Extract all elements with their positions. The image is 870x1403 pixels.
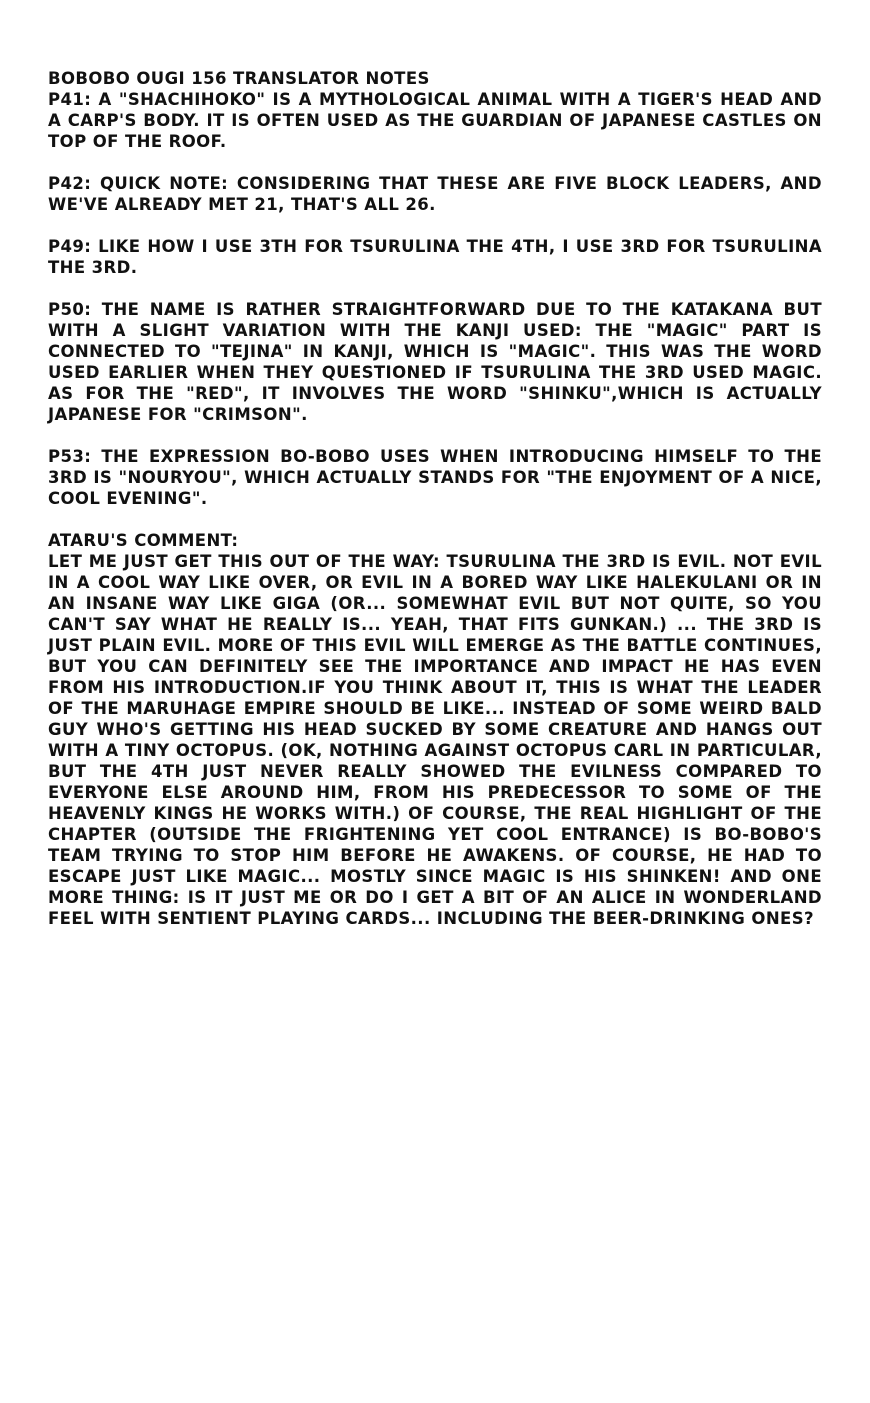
note-p50: P50: THE NAME IS RATHER STRAIGHTFORWARD DUE TO THE KATAKANA BUT WITH A SLIGHT VARIATION WITH THE KANJI USED: THE "MAGIC" PART IS CONNECTED TO "TEJINA" IN KANJI, WHICH IS "MAGIC". THIS WAS THE WORD USED EARLIER WHEN THEY QUESTIONED IF TSURULINA THE 3RD USED MAGIC. AS FOR THE "RED", IT INVOLVES THE WORD "SHINKU",WHICH IS ACTUALLY JAPANESE FOR "CRIMSON". (48, 300, 822, 424)
note-p42: P42: QUICK NOTE: CONSIDERING THAT THESE ARE FIVE BLOCK LEADERS, AND WE'VE ALREADY MET 21, THAT'S ALL 26. (48, 174, 822, 214)
translator-notes-page (48, 68, 822, 929)
note-p49: P49: LIKE HOW I USE 3TH FOR TSURULINA THE 4TH, I USE 3RD FOR TSURULINA THE 3RD. (48, 237, 822, 277)
comment-heading: ATARU'S COMMENT: (48, 531, 239, 550)
comment-body: LET ME JUST GET THIS OUT OF THE WAY: TSURULINA THE 3RD IS EVIL. NOT EVIL IN A COOL WAY LIKE OVER, OR EVIL IN A BORED WAY LIKE HALEKULANI OR IN AN INSANE WAY LIKE GIGA (OR... SOMEWHAT EVIL BUT NOT QUITE, SO YOU CAN'T SAY WHAT HE REALLY IS... YEAH, THAT FITS GUNKAN.) ... THE 3RD IS JUST PLAIN EVIL. MORE OF THIS EVIL WILL EMERGE AS THE BATTLE CONTINUES, BUT YOU CAN DEFINITELY SEE THE IMPORTANCE AND IMPACT HE HAS EVEN FROM HIS INTRODUCTION.IF YOU THINK ABOUT IT, THIS IS WHAT THE LEADER OF THE MARUHAGE EMPIRE SHOULD BE LIKE... INSTEAD OF SOME WEIRD BALD GUY WHO'S GETTING HIS HEAD SUCKED BY SOME CREATURE AND HANGS OUT WITH A TINY OCTOPUS. (OK, NOTHING AGAINST OCTOPUS CARL IN PARTICULAR, BUT THE 4TH JUST NEVER REALLY SHOWED THE EVILNESS COMPARED TO EVERYONE ELSE AROUND HIM, FROM HIS PREDECESSOR TO SOME OF THE HEAVENLY KINGS HE WORKS WITH.) OF COURSE, THE REAL HIGHLIGHT OF THE CHAPTER (OUTSIDE THE FRIGHTENING YET COOL ENTRANCE) IS BO-BOBO'S TEAM TRYING TO STOP HIM BEFORE HE AWAKENS. OF COURSE, HE HAD TO ESCAPE JUST LIKE MAGIC... MOSTLY SINCE MAGIC IS HIS SHINKEN! AND ONE MORE THING: IS IT JUST ME OR DO I GET A BIT OF AN ALICE IN WONDERLAND FEEL WITH SENTIENT PLAYING CARDS... INCLUDING THE BEER-DRINKING ONES? (48, 552, 822, 928)
note-p53: P53: THE EXPRESSION BO-BOBO USES WHEN INTRODUCING HIMSELF TO THE 3RD IS "NOURYOU", WHICH ACTUALLY STANDS FOR "THE ENJOYMENT OF A NICE, COOL EVENING". (48, 447, 822, 508)
note-p41: P41: A "SHACHIHOKO" IS A MYTHOLOGICAL ANIMAL WITH A TIGER'S HEAD AND A CARP'S BODY. IT IS OFTEN USED AS THE GUARDIAN OF JAPANESE CASTLES ON TOP OF THE ROOF. (48, 90, 822, 151)
notes-title: BOBOBO OUGI 156 TRANSLATOR NOTES (48, 69, 430, 88)
